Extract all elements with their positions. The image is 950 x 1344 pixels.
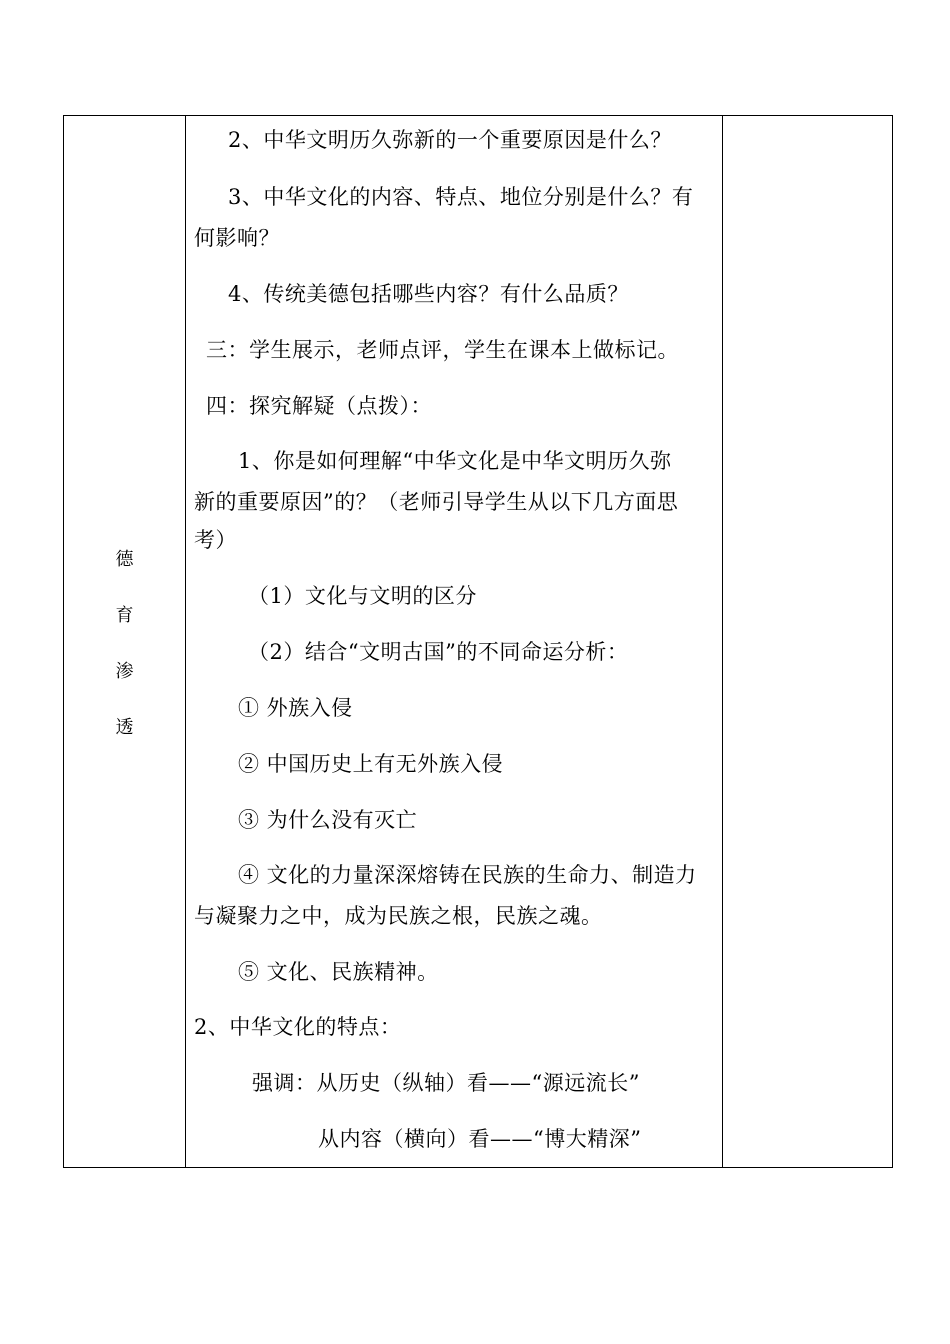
circled-item-4-line-1: ④ 文化的力量深深熔铸在民族的生命力、制造力 bbox=[238, 863, 697, 887]
side-label-char: 德 bbox=[115, 549, 134, 570]
emphasis-line-1: 强调：从历史（纵轴）看——“源远流长” bbox=[252, 1071, 640, 1095]
question-2: 2、中华文明历久弥新的一个重要原因是什么？ bbox=[228, 128, 672, 152]
question-3-line-2: 何影响？ bbox=[194, 226, 280, 250]
step-3-heading: 三：学生展示，老师点评，学生在课本上做标记。 bbox=[206, 338, 679, 362]
circled-item-4-line-2: 与凝聚力之中，成为民族之根，民族之魂。 bbox=[194, 904, 603, 928]
sub-point-1: （1）文化与文明的区分 bbox=[248, 584, 477, 608]
side-label-moral-education bbox=[64, 546, 185, 770]
step-4-heading: 四：探究解疑（点拨）： bbox=[206, 394, 432, 418]
circled-item-3: ③ 为什么没有灭亡 bbox=[238, 808, 418, 832]
side-label-char: 育 bbox=[115, 605, 134, 626]
point-2: 2、中华文化的特点： bbox=[194, 1015, 402, 1039]
point-1-line-1: 1、你是如何理解“中华文化是中华文明历久弥 bbox=[238, 449, 672, 473]
circled-item-1: ① 外族入侵 bbox=[238, 696, 353, 720]
column-divider-right bbox=[722, 116, 723, 1167]
question-3-line-1: 3、中华文化的内容、特点、地位分别是什么？有 bbox=[228, 185, 694, 209]
side-label-char: 透 bbox=[115, 717, 134, 738]
circled-item-2: ② 中国历史上有无外族入侵 bbox=[238, 752, 504, 776]
sub-point-2: （2）结合“文明古国”的不同命运分析： bbox=[248, 640, 629, 664]
point-1-line-3: 考） bbox=[194, 528, 237, 552]
emphasis-line-2: 从内容（横向）看——“博大精深” bbox=[318, 1127, 642, 1151]
point-1-line-2: 新的重要原因”的？（老师引导学生从以下几方面思 bbox=[194, 490, 679, 514]
side-label-char: 渗 bbox=[115, 661, 134, 682]
circled-item-5: ⑤ 文化、民族精神。 bbox=[238, 960, 439, 984]
lesson-table bbox=[63, 115, 893, 1168]
question-4: 4、传统美德包括哪些内容？有什么品质？ bbox=[228, 282, 629, 306]
column-divider-left bbox=[185, 116, 186, 1167]
